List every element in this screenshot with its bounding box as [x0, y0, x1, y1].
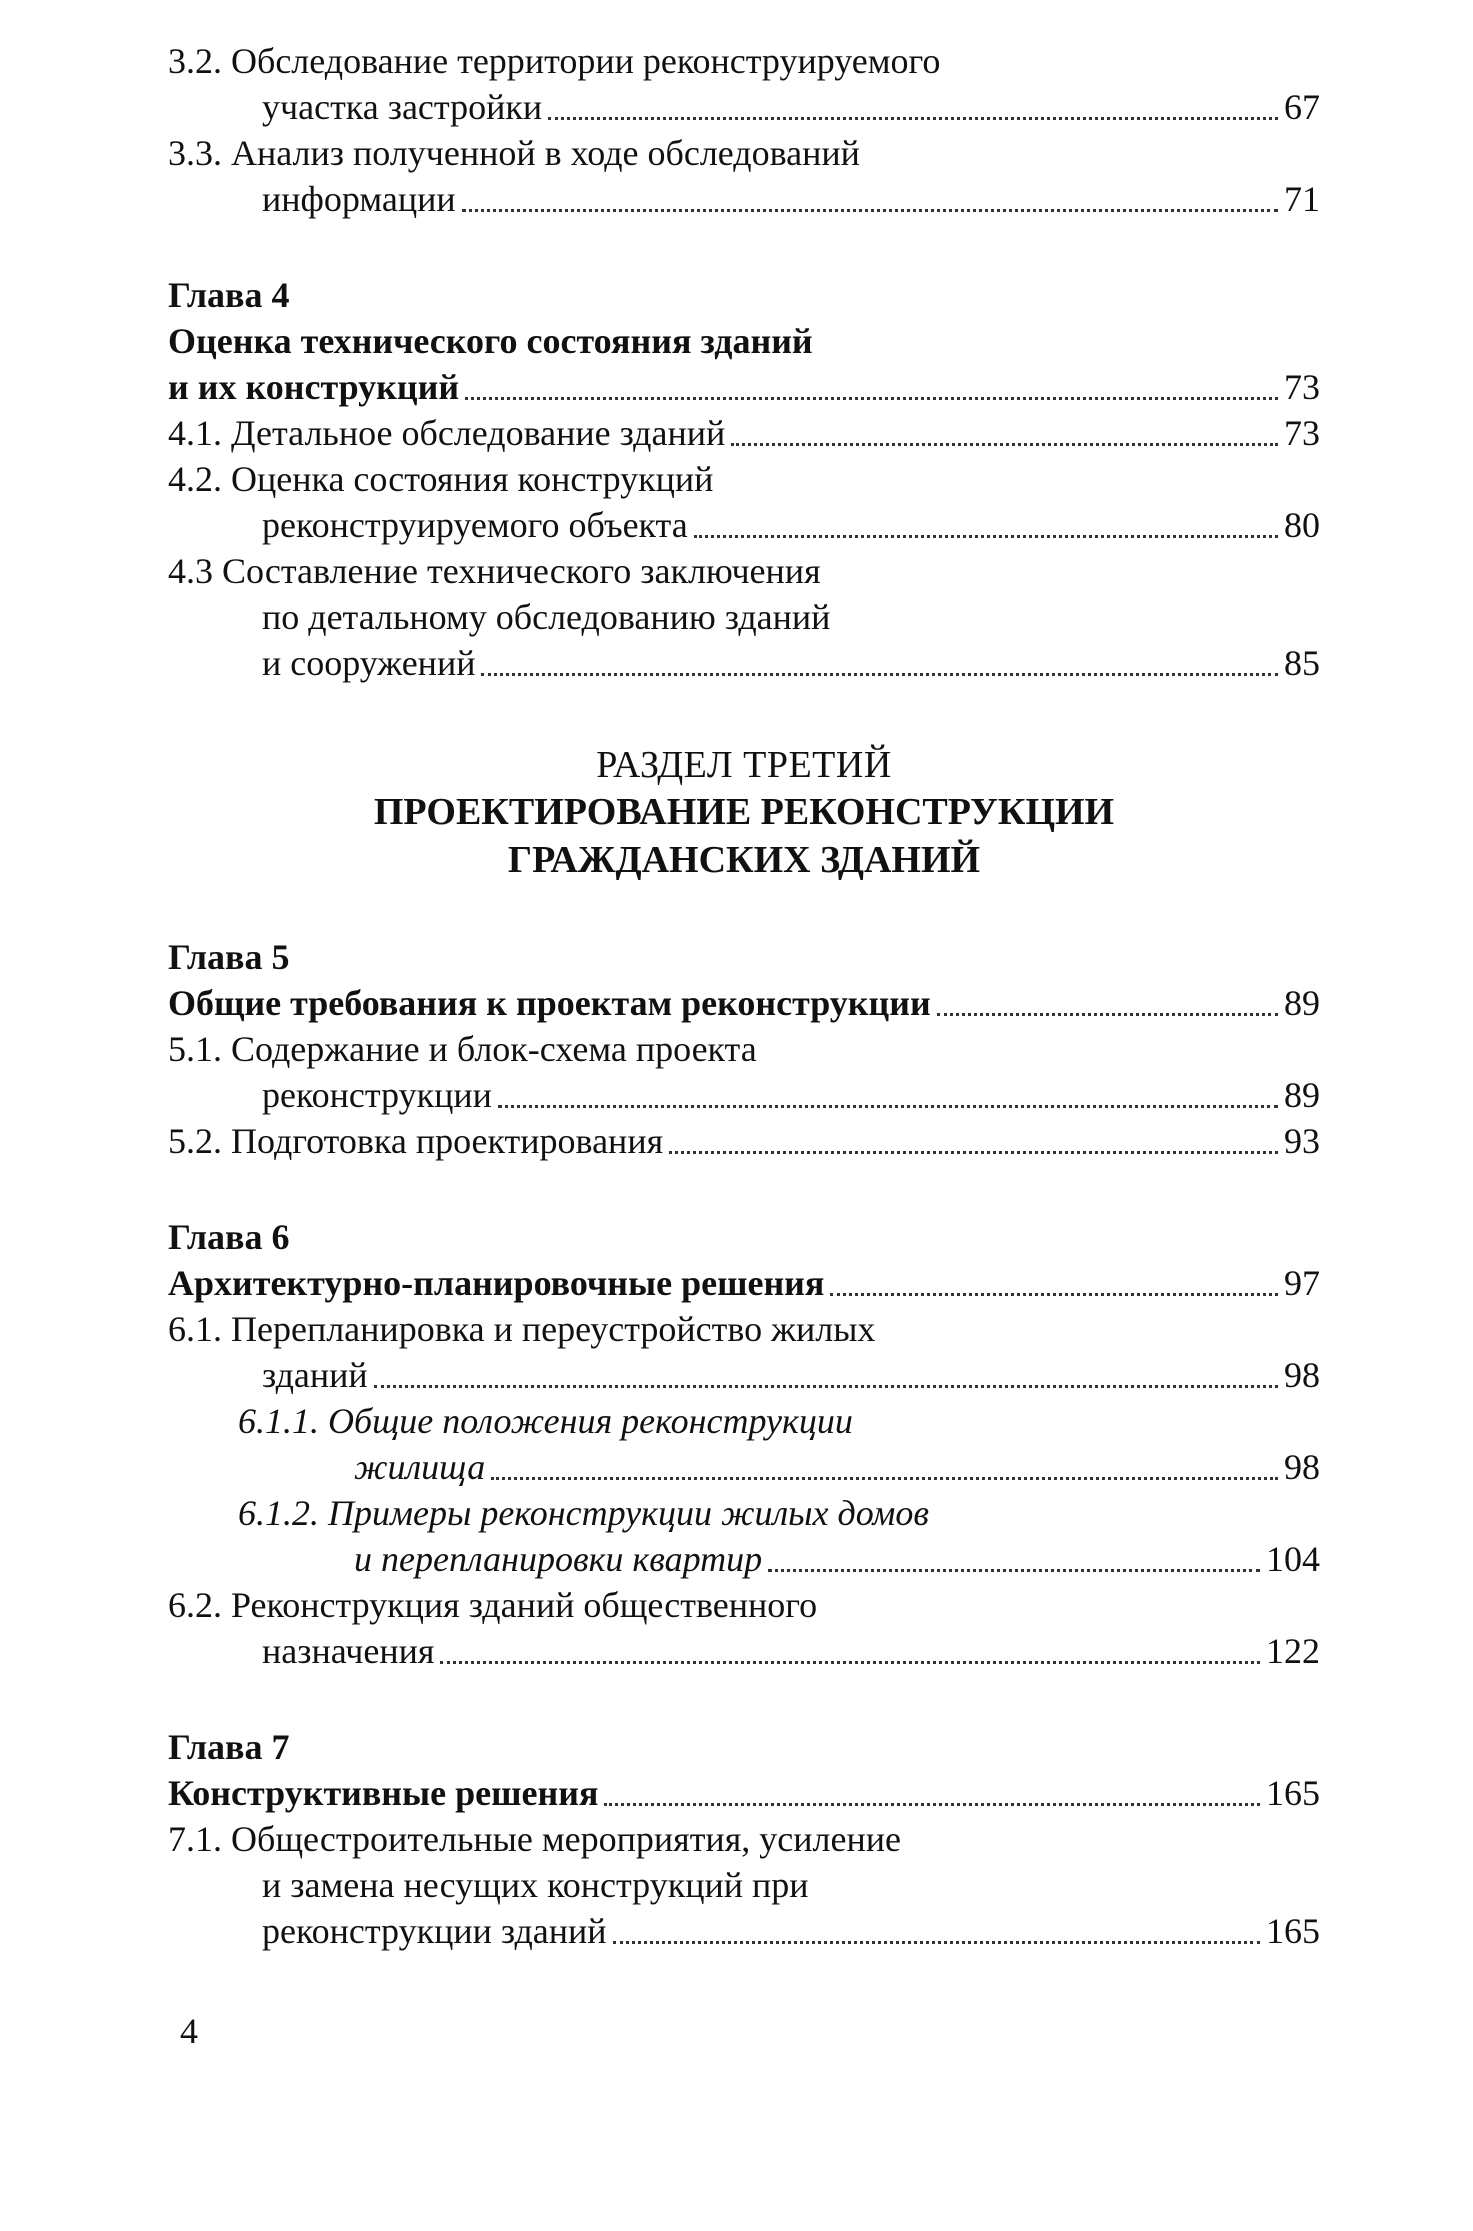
toc-page-number: 165 [1266, 1773, 1320, 1813]
toc-entry-3-3-cont: информации [262, 179, 456, 219]
toc-entry-4-1[interactable] [168, 410, 1320, 456]
toc-page-number: 122 [1266, 1631, 1320, 1671]
toc-entry-6-1-2-cont: и перепланировки квартир [354, 1539, 763, 1579]
section-title: РАЗДЕЛ ТРЕТИЙ [596, 744, 892, 786]
toc-entry-6-2[interactable] [168, 1628, 1320, 1674]
chapter-5-entry[interactable] [168, 980, 1320, 1026]
toc-entry-7-1-cont: и замена несущих конструкций при [262, 1865, 809, 1905]
toc-entry-7-1-cont-2: реконструкции зданий [262, 1911, 607, 1951]
toc-entry-3-3-title: 3.3. Анализ полученной в ходе обследований [168, 133, 860, 173]
page-number: 4 [180, 2011, 198, 2051]
toc-entry-3-3[interactable] [168, 176, 1320, 222]
leader-dots [462, 209, 1278, 212]
toc-page-number: 98 [1284, 1447, 1320, 1487]
toc-entry-6-1-title: 6.1. Перепланировка и переустройство жилых [168, 1309, 876, 1349]
toc-entry-6-1-1-title: 6.1.1. Общие положения реконструкции [238, 1401, 853, 1441]
toc-entry-4-3-cont-2: и сооружений [262, 643, 476, 683]
leader-dots [465, 397, 1278, 400]
leader-dots [937, 1013, 1278, 1016]
toc-page-number: 93 [1284, 1121, 1320, 1161]
leader-dots [491, 1477, 1278, 1480]
chapter-4-entry[interactable] [168, 364, 1320, 410]
toc-entry-7-1-title: 7.1. Общестроительные мероприятия, усиление [168, 1819, 901, 1859]
toc-entry-6-1-2[interactable] [168, 1536, 1320, 1582]
toc-entry-5-1[interactable] [168, 1072, 1320, 1118]
leader-dots [768, 1569, 1260, 1572]
toc-page-number: 104 [1266, 1539, 1320, 1579]
chapter-4-label: Глава 4 [168, 275, 290, 315]
chapter-4-title: Оценка технического состояния зданий [168, 321, 813, 361]
section-subtitle-line-2: ГРАЖДАНСКИХ ЗДАНИЙ [507, 839, 981, 881]
toc-entry-4-2-cont: реконструируемого объекта [262, 505, 688, 545]
toc-page-number: 97 [1284, 1263, 1320, 1303]
toc-entry-5-2[interactable] [168, 1118, 1320, 1164]
chapter-6-entry[interactable] [168, 1260, 1320, 1306]
chapter-7-title: Конструктивные решения [168, 1773, 599, 1813]
chapter-5-label: Глава 5 [168, 937, 290, 977]
table-of-contents [168, 38, 1320, 1954]
chapter-7-label: Глава 7 [168, 1727, 290, 1767]
toc-entry-6-1-1-cont: жилища [354, 1447, 486, 1487]
leader-dots [613, 1941, 1260, 1944]
toc-entry-7-1[interactable] [168, 1908, 1320, 1954]
toc-entry-6-1-1[interactable] [168, 1444, 1320, 1490]
toc-page-number: 71 [1284, 179, 1320, 219]
toc-entry-6-2-cont: назначения [262, 1631, 435, 1671]
toc-page-number: 89 [1284, 1075, 1320, 1115]
toc-entry-6-1-2-title: 6.1.2. Примеры реконструкции жилых домов [238, 1493, 929, 1533]
chapter-6-title: Архитектурно-планировочные решения [168, 1263, 825, 1303]
toc-page-number: 165 [1266, 1911, 1320, 1951]
toc-entry-3-2-title: 3.2. Обследование территории реконструируемого [168, 41, 941, 81]
toc-entry-5-1-cont: реконструкции [262, 1075, 492, 1115]
toc-entry-3-2-cont: участка застройки [262, 87, 543, 127]
chapter-6-label: Глава 6 [168, 1217, 290, 1257]
toc-page-number: 85 [1284, 643, 1320, 683]
toc-entry-3-2[interactable] [168, 84, 1320, 130]
chapter-4-title-cont: и их конструкций [168, 367, 460, 407]
leader-dots [669, 1151, 1278, 1154]
toc-page-number: 98 [1284, 1355, 1320, 1395]
toc-entry-4-3[interactable] [168, 640, 1320, 686]
leader-dots [604, 1803, 1260, 1806]
toc-page-number: 89 [1284, 983, 1320, 1023]
section-subtitle-line-1: ПРОЕКТИРОВАНИЕ РЕКОНСТРУКЦИИ [373, 791, 1115, 833]
toc-entry-6-1-cont: зданий [262, 1355, 368, 1395]
toc-entry-4-2-title: 4.2. Оценка состояния конструкций [168, 459, 714, 499]
leader-dots [694, 535, 1278, 538]
leader-dots [481, 673, 1278, 676]
toc-entry-5-2-title: 5.2. Подготовка проектирования [168, 1121, 664, 1161]
toc-entry-4-2[interactable] [168, 502, 1320, 548]
toc-entry-4-3-title: 4.3 Составление технического заключения [168, 551, 821, 591]
chapter-5-title: Общие требования к проектам реконструкции [168, 983, 931, 1023]
toc-entry-6-1[interactable] [168, 1352, 1320, 1398]
section-heading [168, 742, 1320, 884]
toc-entry-4-3-cont: по детальному обследованию зданий [262, 597, 831, 637]
toc-page-number: 73 [1284, 367, 1320, 407]
chapter-7-entry[interactable] [168, 1770, 1320, 1816]
leader-dots [374, 1385, 1278, 1388]
toc-entry-6-2-title: 6.2. Реконструкция зданий общественного [168, 1585, 818, 1625]
leader-dots [830, 1293, 1278, 1296]
leader-dots [731, 443, 1278, 446]
toc-page-number: 73 [1284, 413, 1320, 453]
toc-page-number: 80 [1284, 505, 1320, 545]
toc-page-number: 67 [1284, 87, 1320, 127]
leader-dots [498, 1105, 1278, 1108]
toc-entry-5-1-title: 5.1. Содержание и блок-схема проекта [168, 1029, 757, 1069]
leader-dots [548, 117, 1278, 120]
toc-entry-4-1-title: 4.1. Детальное обследование зданий [168, 413, 726, 453]
leader-dots [440, 1661, 1260, 1664]
